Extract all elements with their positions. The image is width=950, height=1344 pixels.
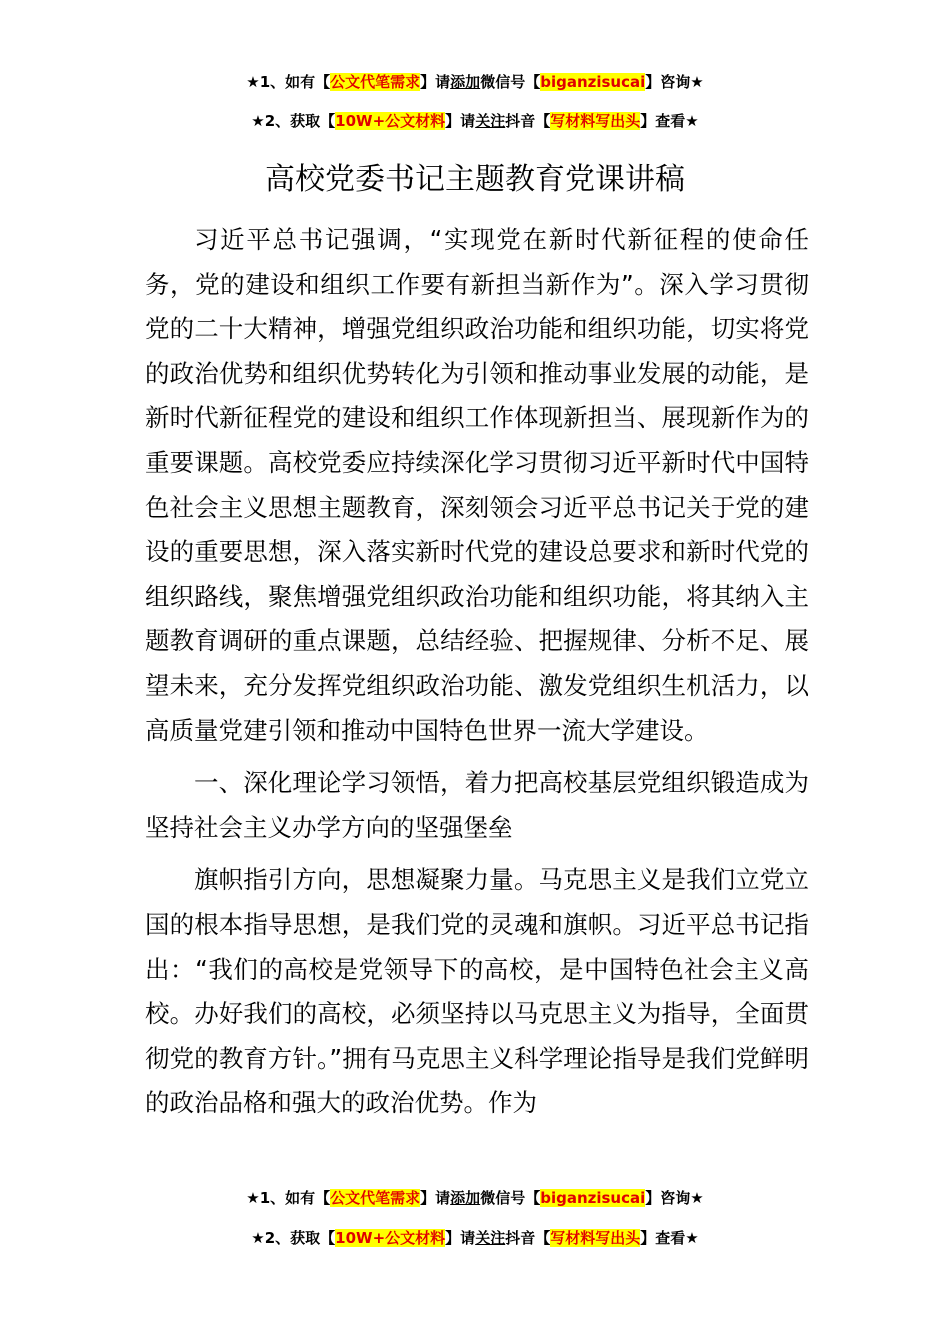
star-icon: ★: [246, 73, 260, 91]
header-banner-line-1: [0, 70, 950, 94]
banner-text: 抖音【: [505, 112, 551, 130]
banner-text: 】请: [420, 1189, 451, 1207]
star-icon: ★: [690, 73, 704, 91]
banner-text: 】请: [420, 73, 451, 91]
document-body: [145, 218, 809, 1134]
underlined-add: 添加: [450, 73, 481, 91]
highlight-service: 公文代笔需求: [330, 1189, 421, 1207]
banner-text: 】咨询: [645, 1189, 691, 1207]
header-banner-line-2: [0, 109, 950, 133]
banner-text: 抖音【: [505, 1229, 551, 1247]
banner-text: 】查看: [640, 1229, 686, 1247]
star-icon: ★: [251, 112, 265, 130]
highlight-wechat-id: biganzisucai: [540, 1189, 646, 1207]
highlight-service: 公文代笔需求: [330, 73, 421, 91]
highlight-douyin-account: 写材料写出头: [550, 1229, 641, 1247]
banner-text: 1、如有【: [259, 73, 331, 91]
star-icon: ★: [246, 1189, 260, 1207]
star-icon: ★: [685, 112, 699, 130]
banner-text: 1、如有【: [259, 1189, 331, 1207]
highlight-materials: 10W+公文材料: [335, 112, 446, 130]
paragraph-section-1: 旗帜指引方向，思想凝聚力量。马克思主义是我们立党立国的根本指导思想，是我们党的灵魂和旗帜。习近平总书记指出：“我们的高校是党领导下的高校，是中国特色社会主义高校。办好我们的高校，必须坚持以马克思主义为指导，全面贯彻党的教育方针。”拥有马克思主义科学理论指导是我们党鲜明的政治品格和强大的政治优势。作为: [145, 865, 809, 1118]
highlight-wechat-id: biganzisucai: [540, 73, 646, 91]
star-icon: ★: [251, 1229, 265, 1247]
paragraph-intro: 习近平总书记强调，“实现党在新时代新征程的使命任务，党的建设和组织工作要有新担当新作为”。深入学习贯彻党的二十大精神，增强党组织政治功能和组织功能，切实将党的政治优势和组织优势转化为引领和推动事业发展的动能，是新时代新征程党的建设和组织工作体现新担当、展现新作为的重要课题。高校党委应持续深化学习贯彻习近平新时代中国特色社会主义思想主题教育，深刻领会习近平总书记关于党的建设的重要思想，深入落实新时代党的建设总要求和新时代党的组织路线，聚焦增强党组织政治功能和组织功能，将其纳入主题教育调研的重点课题，总结经验、把握规律、分析不足、展望未来，充分发挥党组织政治功能、激发党组织生机活力，以高质量党建引领和推动中国特色世界一流大学建设。: [145, 225, 809, 745]
banner-text: 微信号【: [480, 1189, 541, 1207]
star-icon: ★: [690, 1189, 704, 1207]
banner-text: 】查看: [640, 112, 686, 130]
underlined-follow: 关注: [475, 112, 506, 130]
banner-text: 2、获取【: [264, 1229, 336, 1247]
highlight-materials: 10W+公文材料: [335, 1229, 446, 1247]
banner-text: 】请: [445, 1229, 476, 1247]
footer-banner-line-1: [0, 1186, 950, 1210]
document-title: 高校党委书记主题教育党课讲稿: [265, 162, 685, 197]
banner-text: 】请: [445, 112, 476, 130]
footer-banner-line-2: [0, 1226, 950, 1250]
underlined-add: 添加: [450, 1189, 481, 1207]
underlined-follow: 关注: [475, 1229, 506, 1247]
banner-text: 2、获取【: [264, 112, 336, 130]
banner-text: 微信号【: [480, 73, 541, 91]
section-heading-1: 一、深化理论学习领悟，着力把高校基层党组织锻造成为坚持社会主义办学方向的坚强堡垒: [145, 768, 809, 842]
highlight-douyin-account: 写材料写出头: [550, 112, 641, 130]
star-icon: ★: [685, 1229, 699, 1247]
banner-text: 】咨询: [645, 73, 691, 91]
